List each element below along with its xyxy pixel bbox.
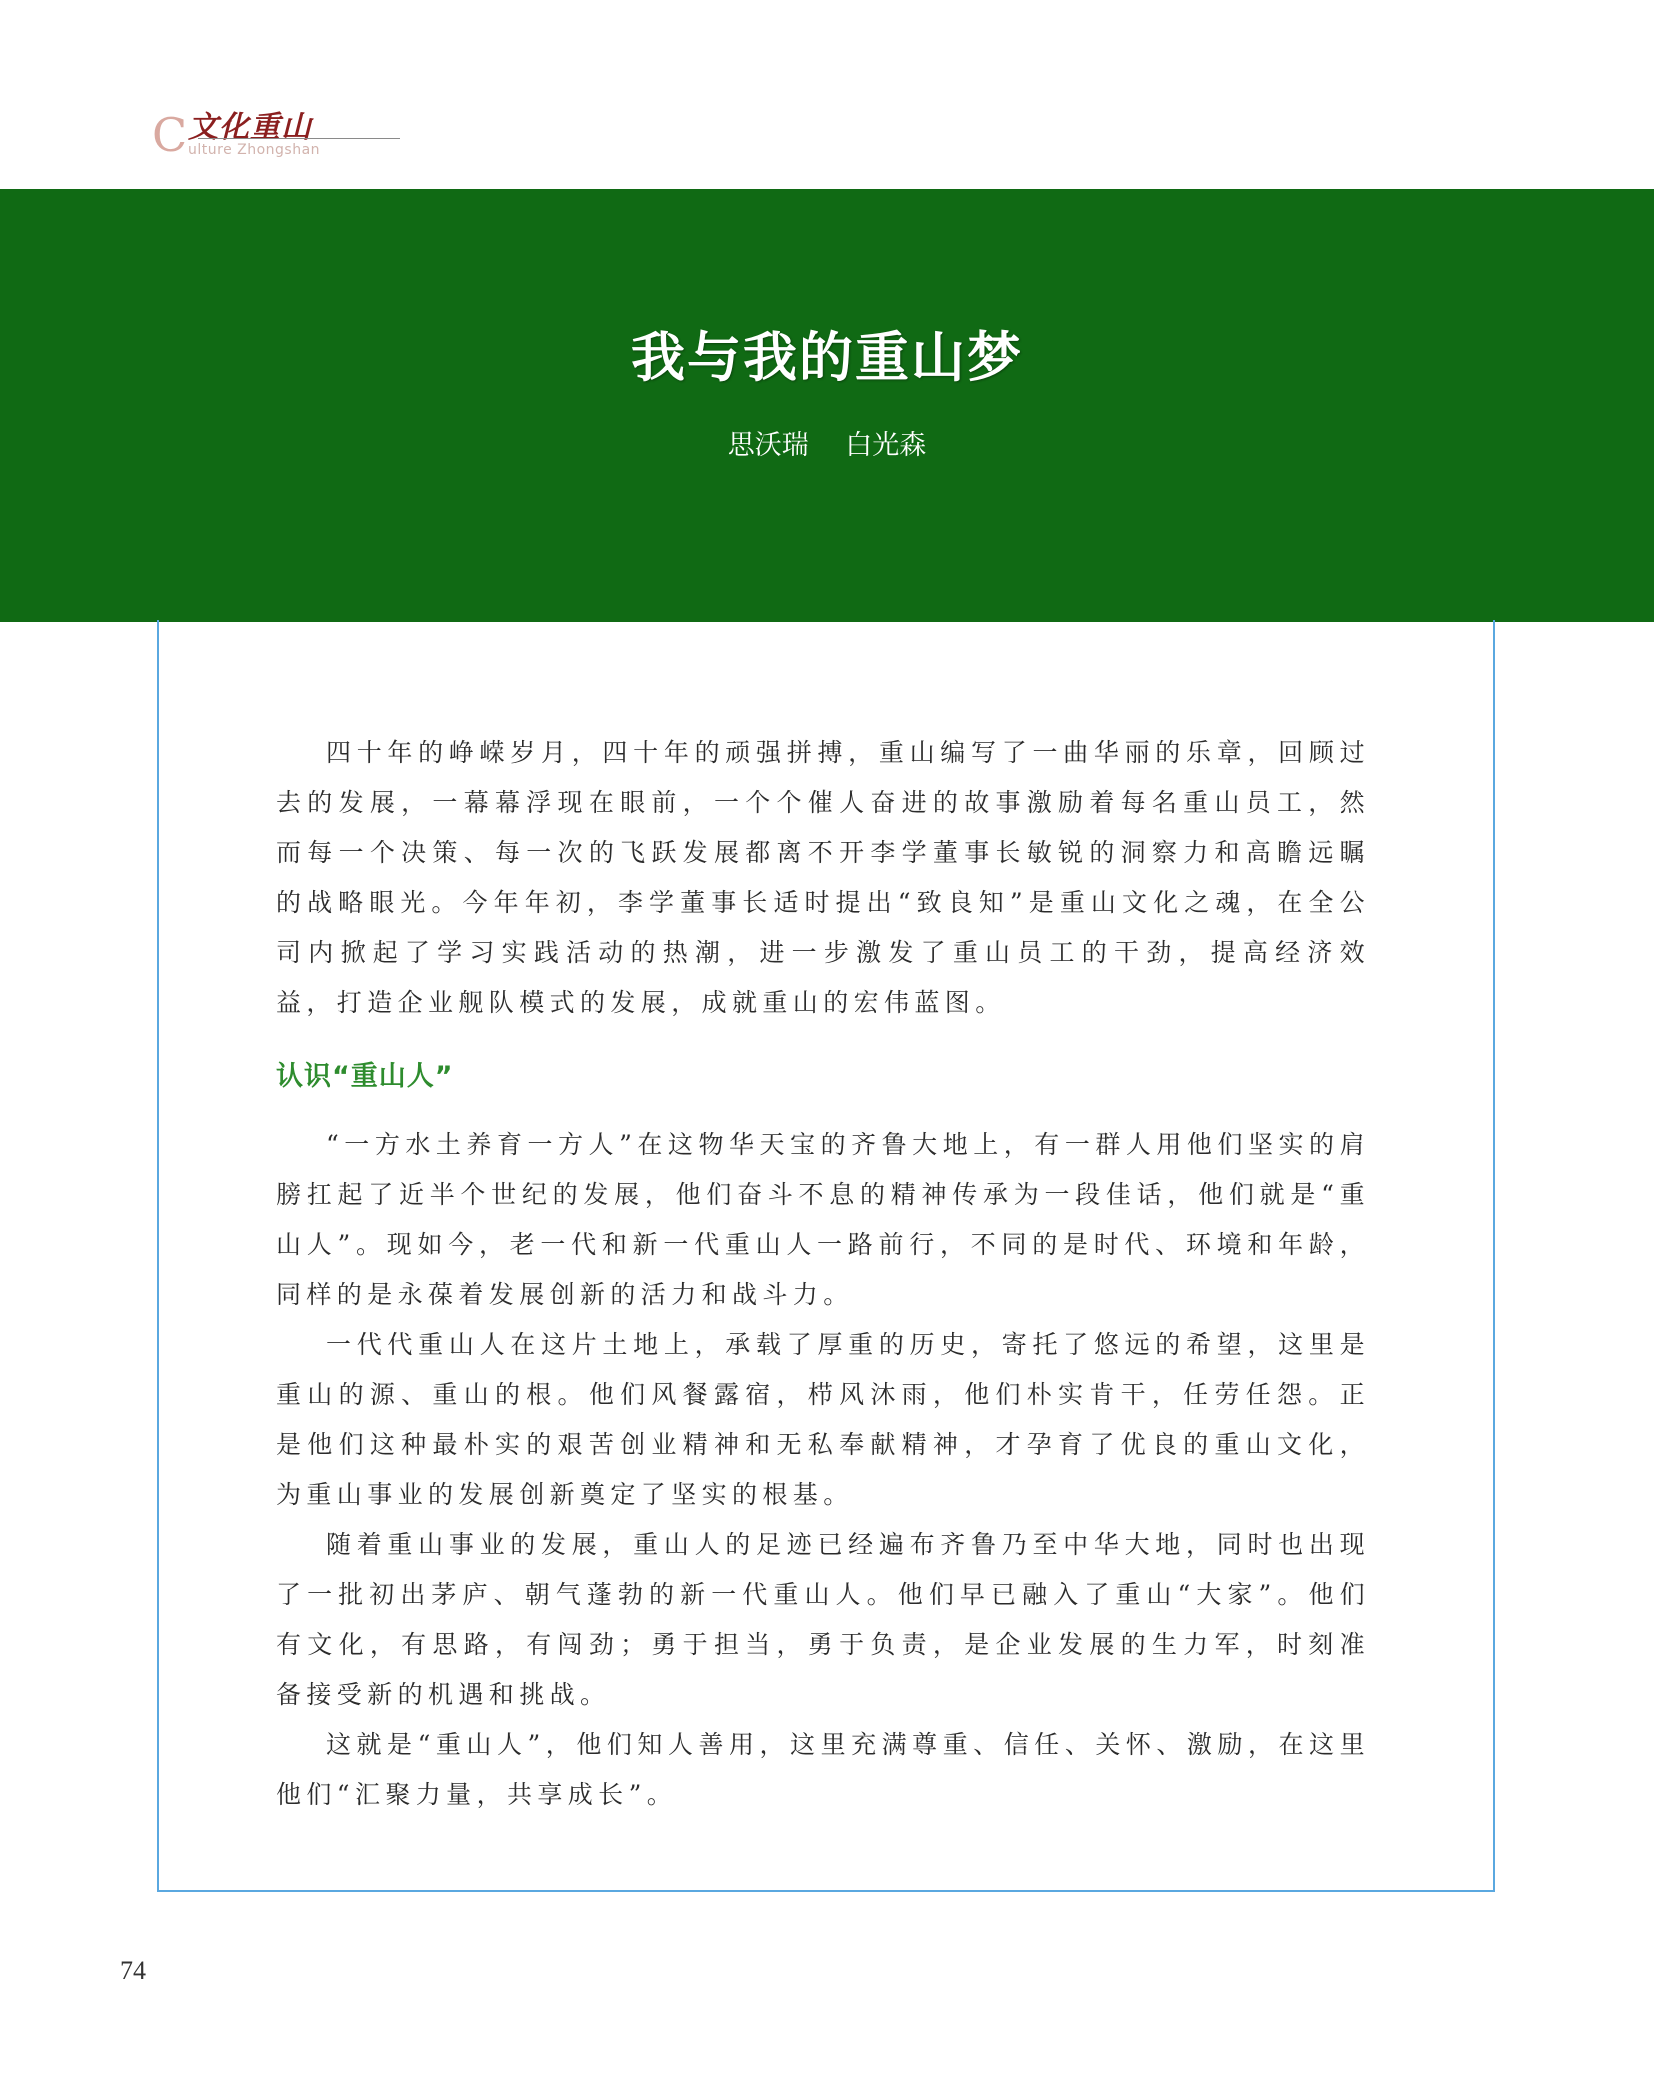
- body-paragraph: 这就是“重山人”，他们知人善用，这里充满尊重、信任、关怀、激励，在这里他们“汇聚力量，共享成长”。: [276, 1730, 1370, 1809]
- body-paragraph: 随着重山事业的发展，重山人的足迹已经遍布齐鲁乃至中华大地，同时也出现了一批初出茅庐、朝气蓬勃的新一代重山人。他们早已融入了重山“大家”。他们有文化，有思路，有闯劲；勇于担当，勇于负责，是企业发展的生力军，时刻准备接受新的机遇和挑战。: [276, 1530, 1370, 1709]
- running-header: [152, 98, 402, 168]
- body-paragraph: “一方水土养育一方人”在这物华天宝的齐鲁大地上，有一群人用他们坚实的肩膀扛起了近半个世纪的发展，他们奋斗不息的精神传承为一段佳话，他们就是“重山人”。现如今，老一代和新一代重山人一路前行，不同的是时代、环境和年龄，同样的是永葆着发展创新的活力和战斗力。: [276, 1130, 1370, 1309]
- header-rule: [198, 138, 400, 139]
- page-number: 74: [120, 1956, 146, 1985]
- title-banner: [0, 189, 1654, 622]
- section-heading: 认识“重山人”: [276, 1061, 454, 1092]
- header-logo-title: 文化重山: [188, 110, 312, 145]
- article-title: 我与我的重山梦: [631, 326, 1023, 389]
- article-body: [276, 728, 1370, 1820]
- author-line: [0, 423, 1654, 462]
- author-name: 思沃瑞: [727, 430, 809, 461]
- header-logo-subtitle: ulture Zhongshan: [188, 142, 321, 158]
- intro-paragraph: 四十年的峥嵘岁月，四十年的顽强拼搏，重山编写了一曲华丽的乐章，回顾过去的发展，一幕幕浮现在眼前，一个个催人奋进的故事激励着每名重山员工，然而每一个决策、每一次的飞跃发展都离不开李学董事长敏锐的洞察力和高瞻远瞩的战略眼光。今年年初，李学董事长适时提出“致良知”是重山文化之魂，在全公司内掀起了学习实践活动的热潮，进一步激发了重山员工的干劲，提高经济效益，打造企业舰队模式的发展，成就重山的宏伟蓝图。: [276, 738, 1370, 1017]
- body-paragraph: 一代代重山人在这片土地上，承载了厚重的历史，寄托了悠远的希望，这里是重山的源、重山的根。他们风餐露宿，栉风沐雨，他们朴实肯干，任劳任怨。正是他们这种最朴实的艰苦创业精神和无私奉献精神，才孕育了优良的重山文化，为重山事业的发展创新奠定了坚实的根基。: [276, 1330, 1370, 1509]
- header-logo-initial: C: [152, 108, 188, 162]
- author-name: 白光森: [845, 430, 927, 461]
